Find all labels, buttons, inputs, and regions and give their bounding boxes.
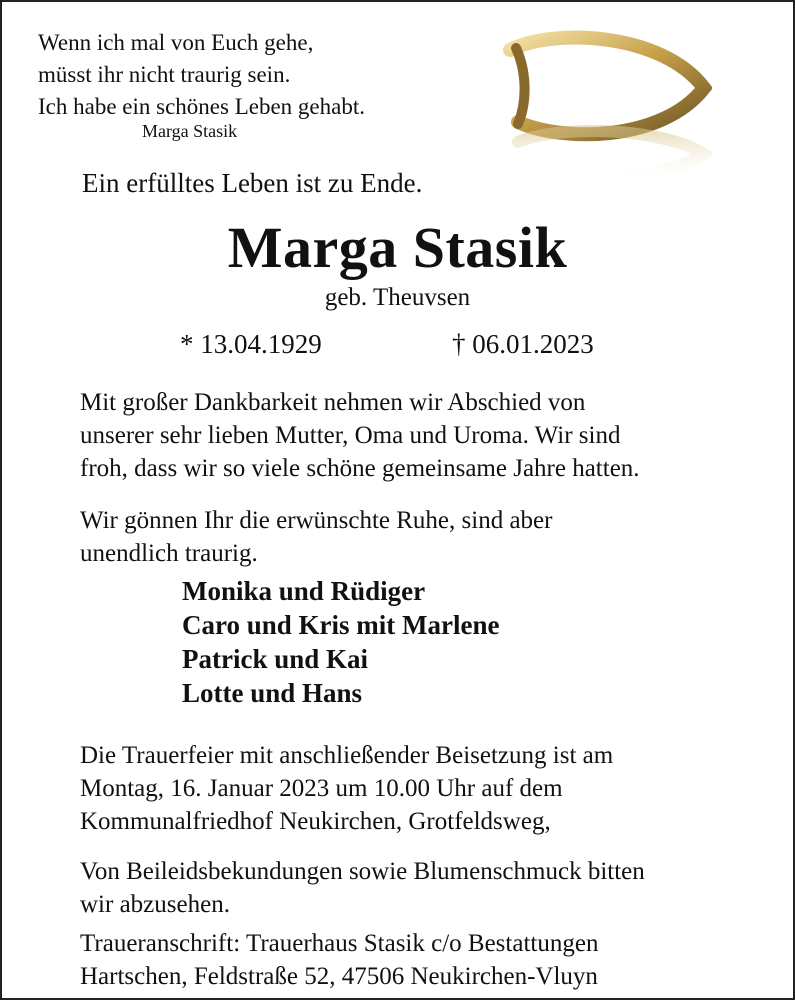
poem-line: Ich habe ein schönes Leben gehabt. xyxy=(38,94,365,119)
text-line: Von Beileidsbekundungen sowie Blumenschmuck bitten xyxy=(80,858,645,885)
gratitude-paragraph xyxy=(80,386,780,485)
text-line: froh, dass wir so viele schöne gemeinsame Jahre hatten. xyxy=(80,455,640,482)
mourning-address xyxy=(80,927,780,993)
maiden-name: geb. Theuvsen xyxy=(324,284,471,311)
condolence-note xyxy=(80,855,780,921)
text-line: wir abzusehen. xyxy=(80,891,230,918)
deceased-name: Marga Stasik xyxy=(227,215,568,280)
death-date: † 06.01.2023 xyxy=(452,329,594,359)
funeral-info xyxy=(80,739,780,838)
text-line: Montag, 16. Januar 2023 um 10.00 Uhr auf dem xyxy=(80,775,563,802)
poem-author: Marga Stasik xyxy=(142,121,238,141)
poem xyxy=(38,27,478,123)
poem-line: Wenn ich mal von Euch gehe, xyxy=(38,30,314,55)
birth-date: * 13.04.1929 xyxy=(180,329,322,359)
intro-line: Ein erfülltes Leben ist zu Ende. xyxy=(82,168,423,198)
text-line: Kommunalfriedhof Neukirchen, Grotfeldsweg, xyxy=(80,808,551,835)
family-member: Lotte und Hans xyxy=(182,678,363,708)
ichthys-fish-symbol-icon xyxy=(492,30,712,198)
family-names xyxy=(182,574,499,710)
text-line: Traueranschrift: Trauerhaus Stasik c/o Bestattungen xyxy=(80,930,599,957)
farewell-paragraph xyxy=(80,504,780,570)
family-member: Monika und Rüdiger xyxy=(182,576,426,606)
text-line: unendlich traurig. xyxy=(80,540,258,567)
text-line: Wir gönnen Ihr die erwünschte Ruhe, sind aber xyxy=(80,507,553,534)
text-line: Die Trauerfeier mit anschließender Beisetzung ist am xyxy=(80,742,614,769)
family-member: Caro und Kris mit Marlene xyxy=(182,610,500,640)
poem-line: müsst ihr nicht traurig sein. xyxy=(38,62,291,87)
text-line: Hartschen, Feldstraße 52, 47506 Neukirchen-Vluyn xyxy=(80,963,598,990)
text-line: Mit großer Dankbarkeit nehmen wir Abschied von xyxy=(80,389,586,416)
family-member: Patrick und Kai xyxy=(182,644,369,674)
text-line: unserer sehr lieben Mutter, Oma und Uroma. Wir sind xyxy=(80,422,621,449)
